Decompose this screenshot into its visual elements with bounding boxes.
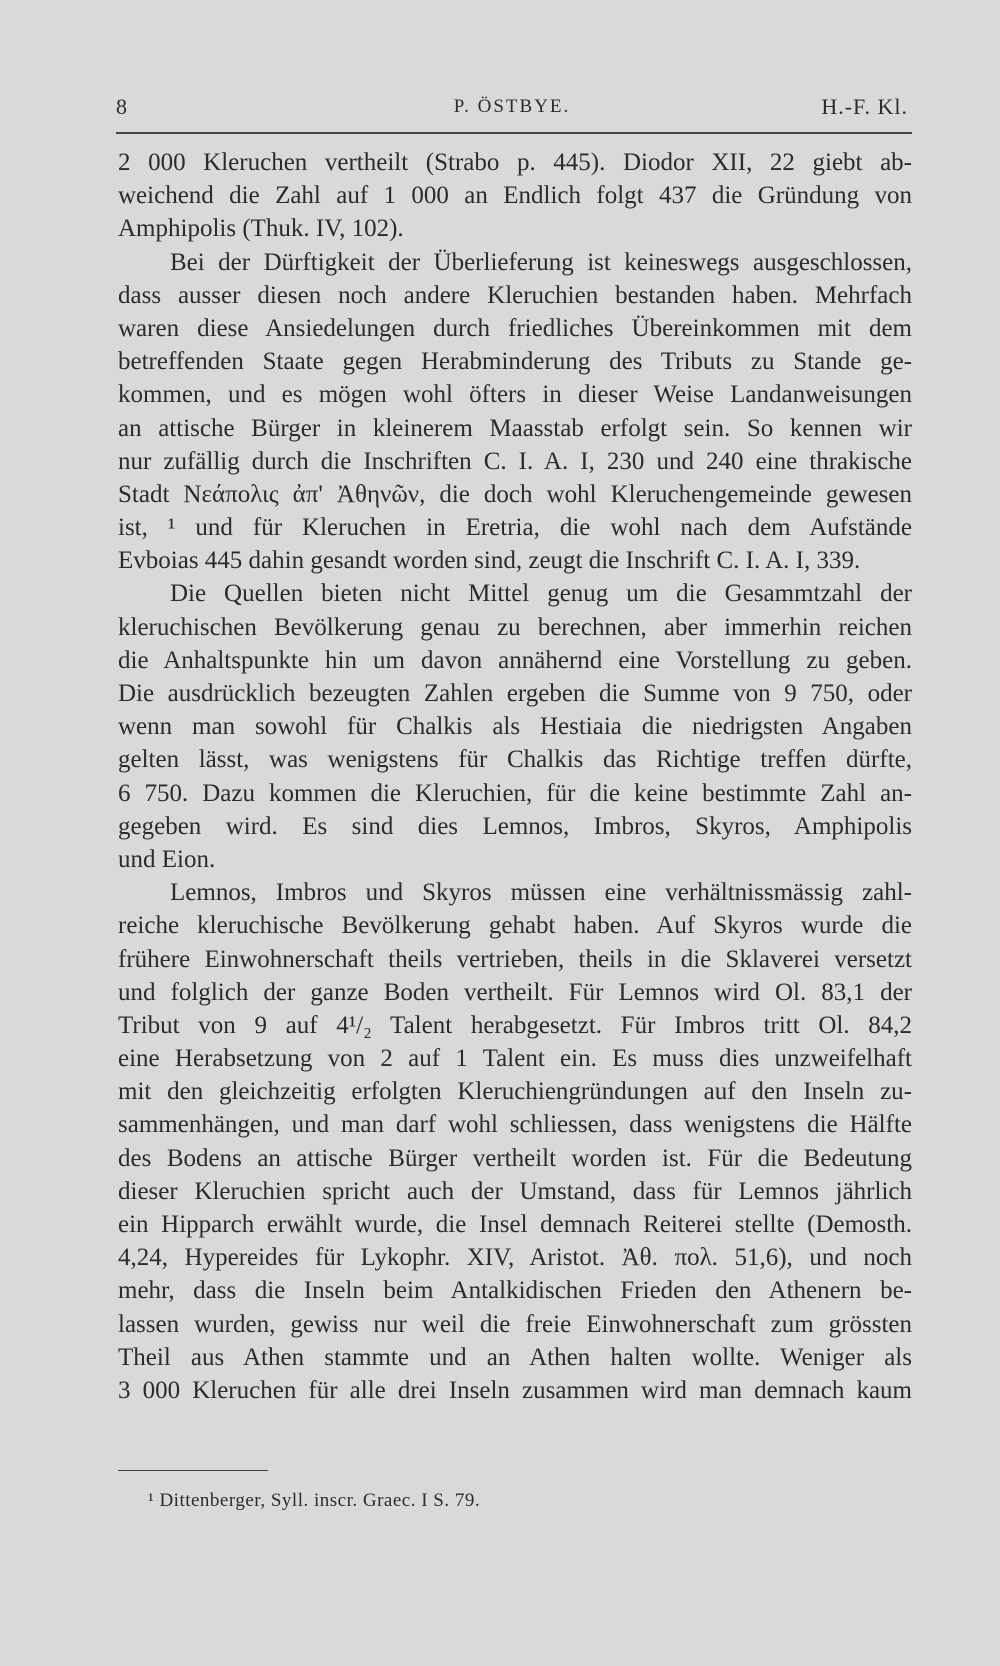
text-line: waren diese Ansiedelungen durch friedliches Übereinkommen mit dem <box>118 314 912 342</box>
text-line: des Bodens an attische Bürger vertheilt worden ist. Für die Bedeutung <box>118 1144 912 1172</box>
text-line: dass ausser diesen noch andere Kleruchien bestanden haben. Mehrfach <box>118 281 912 309</box>
text-line: kleruchischen Bevölkerung genau zu berechnen, aber immerhin reichen <box>118 613 912 641</box>
text-line: Die ausdrücklich bezeugten Zahlen ergeben die Summe von 9 750, oder <box>118 680 912 707</box>
text-line: an attische Bürger in kleinerem Maasstab erfolgt sein. So kennen wir <box>118 414 912 442</box>
footnote: ¹ Dittenberger, Syll. inscr. Graec. I S. 79. <box>148 1490 481 1511</box>
text-line: eine Herabsetzung von 2 auf 1 Talent ein. Es muss dies unzweifelhaft <box>118 1045 912 1073</box>
text-line: mit den gleichzeitig erfolgten Kleruchiengründungen auf den Inseln zu- <box>118 1078 912 1106</box>
text-line: Lemnos, Imbros und Skyros müssen eine verhältnissmässig zahl- <box>170 879 912 907</box>
text-line: frühere Einwohnerschaft theils vertrieben, theils in die Sklaverei versetzt <box>118 945 912 973</box>
text-line: mehr, dass die Inseln beim Antalkidischen Frieden den Athenern be- <box>118 1277 912 1305</box>
running-header <box>116 92 908 128</box>
header-rule <box>116 132 912 134</box>
text-line: reiche kleruchische Bevölkerung gehabt haben. Auf Skyros wurde die <box>118 912 912 940</box>
text-line: Evboias 445 dahin gesandt worden sind, zeugt die Inschrift C. I. A. I, 339. <box>118 547 861 575</box>
text-line: sammenhängen, und man darf wohl schliessen, dass wenigstens die Hälfte <box>118 1111 912 1139</box>
text-line: 2 000 Kleruchen vertheilt (Strabo p. 445). Diodor XII, 22 giebt ab- <box>118 149 912 176</box>
text-line: wenn man sowohl für Chalkis als Hestiaia die niedrigsten Angaben <box>118 713 912 741</box>
page-number: 8 <box>116 94 128 119</box>
running-head-section: H.-F. Kl. <box>821 94 908 119</box>
text-line: gelten lässt, was wenigstens für Chalkis das Richtige treffen dürfte, <box>118 746 912 774</box>
text-line: ein Hipparch erwählt wurde, die Insel demnach Reiterei stellte (Demosth. <box>118 1211 912 1238</box>
text-line: lassen wurden, gewiss nur weil die freie Einwohnerschaft zum grössten <box>118 1310 912 1338</box>
text-line: und Eion. <box>118 845 216 873</box>
body-text <box>118 146 912 1407</box>
text-line: weichend die Zahl auf 1 000 an Endlich folgt 437 die Gründung von <box>118 182 912 210</box>
text-line: Stadt Νεάπολις ἀπ' Ἀθηνῶν, die doch wohl Kleruchengemeinde gewesen <box>118 480 912 508</box>
text-line: ist, ¹ und für Kleruchen in Eretria, die wohl nach dem Aufstände <box>118 514 912 542</box>
text-line: 4,24, Hypereides für Lykophr. XIV, Aristot. Ἀθ. πολ. 51,6), und noch <box>118 1244 912 1272</box>
footnote-rule <box>118 1470 268 1471</box>
text-line: und folglich der ganze Boden vertheilt. Für Lemnos wird Ol. 83,1 der <box>118 978 912 1006</box>
text-line: Bei der Dürftigkeit der Überlieferung ist keineswegs ausgeschlossen, <box>170 248 912 276</box>
text-line: nur zufällig durch die Inschriften C. I. A. I, 230 und 240 eine thrakische <box>118 447 912 475</box>
text-line: 6 750. Dazu kommen die Kleruchien, für die keine bestimmte Zahl an- <box>118 779 912 807</box>
text-line: Tribut von 9 auf 4¹/₂ Talent herabgesetzt. Für Imbros tritt Ol. 84,2 <box>118 1011 912 1039</box>
text-line: 3 000 Kleruchen für alle drei Inseln zusammen wird man demnach kaum <box>118 1376 912 1404</box>
text-line: Theil aus Athen stammte und an Athen halten wollte. Weniger als <box>118 1343 912 1371</box>
running-head-author: P. ÖSTBYE. <box>453 96 571 117</box>
text-line: betreffenden Staate gegen Herabminderung des Tributs zu Stande ge- <box>118 348 912 376</box>
text-line: Amphipolis (Thuk. IV, 102). <box>118 215 404 243</box>
text-line: gegeben wird. Es sind dies Lemnos, Imbros, Skyros, Amphipolis <box>118 812 912 840</box>
text-line: die Anhaltspunkte hin um davon annähernd eine Vorstellung zu geben. <box>118 646 912 674</box>
text-line: Die Quellen bieten nicht Mittel genug um die Gesammtzahl der <box>170 580 912 608</box>
text-line: kommen, und es mögen wohl öfters in dieser Weise Landanweisungen <box>118 381 912 409</box>
text-line: dieser Kleruchien spricht auch der Umstand, dass für Lemnos jährlich <box>118 1177 912 1205</box>
